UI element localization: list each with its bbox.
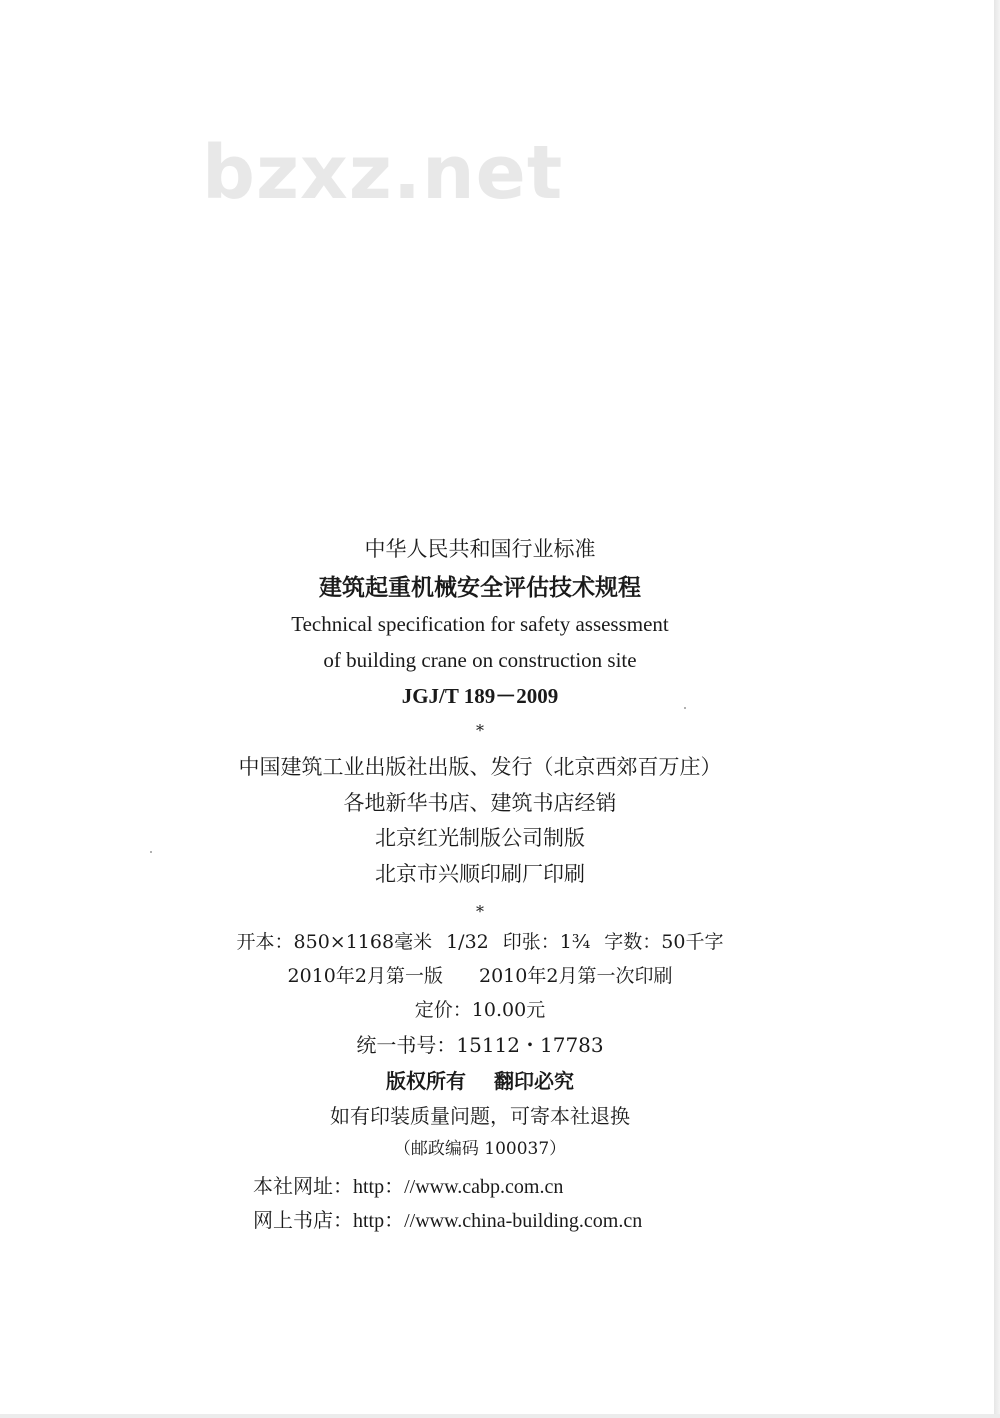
first-print: 2010年2月第一次印刷	[479, 965, 673, 987]
title-chinese: 建筑起重机械安全评估技术规程	[319, 575, 641, 601]
specs-line	[0, 933, 960, 952]
copyright-notice: 版权所有	[386, 1069, 466, 1093]
piracy-notice: 翻印必究	[494, 1069, 574, 1093]
plate-making-line: 北京红光制版公司制版	[375, 826, 585, 850]
standard-number: JGJ/T 189－2009	[401, 684, 559, 708]
scan-speck	[684, 707, 686, 709]
title-english-line-2: of building crane on construction site	[323, 648, 637, 672]
separator-star: *	[476, 721, 484, 740]
page-edge	[994, 0, 1000, 1418]
publisher-website: 本社网址：http：//www.cabp.com.cn	[253, 1176, 564, 1198]
rights-line	[0, 1071, 960, 1091]
edition-line	[0, 967, 960, 986]
separator-star: *	[476, 902, 484, 921]
title-english-line-1: Technical specification for safety assessment	[291, 612, 669, 636]
sheets-spec: 印张：1¾	[502, 931, 591, 953]
page-bottom-edge	[0, 1414, 1000, 1418]
scan-speck	[150, 851, 152, 853]
format-spec: 开本：850×1168毫米	[236, 931, 433, 953]
words-spec: 字数：50千字	[604, 931, 724, 953]
book-number: 统一书号：15112・17783	[356, 1033, 604, 1057]
publisher-line: 中国建筑工业出版社出版、发行（北京西郊百万庄）	[238, 755, 722, 779]
exchange-notice: 如有印装质量问题，可寄本社退换	[330, 1104, 630, 1128]
online-store-url: 网上书店：http：//www.china-building.com.cn	[253, 1210, 643, 1232]
first-edition: 2010年2月第一版	[287, 965, 443, 987]
printing-line: 北京市兴顺印刷厂印刷	[375, 862, 585, 886]
postal-code: （邮政编码 100037）	[393, 1139, 567, 1159]
price: 定价：10.00元	[414, 999, 546, 1021]
fold-spec: 1/32	[446, 931, 489, 953]
watermark: bzxz.net	[202, 130, 564, 216]
standard-category: 中华人民共和国行业标准	[364, 537, 596, 561]
distribution-line: 各地新华书店、建筑书店经销	[343, 791, 617, 815]
